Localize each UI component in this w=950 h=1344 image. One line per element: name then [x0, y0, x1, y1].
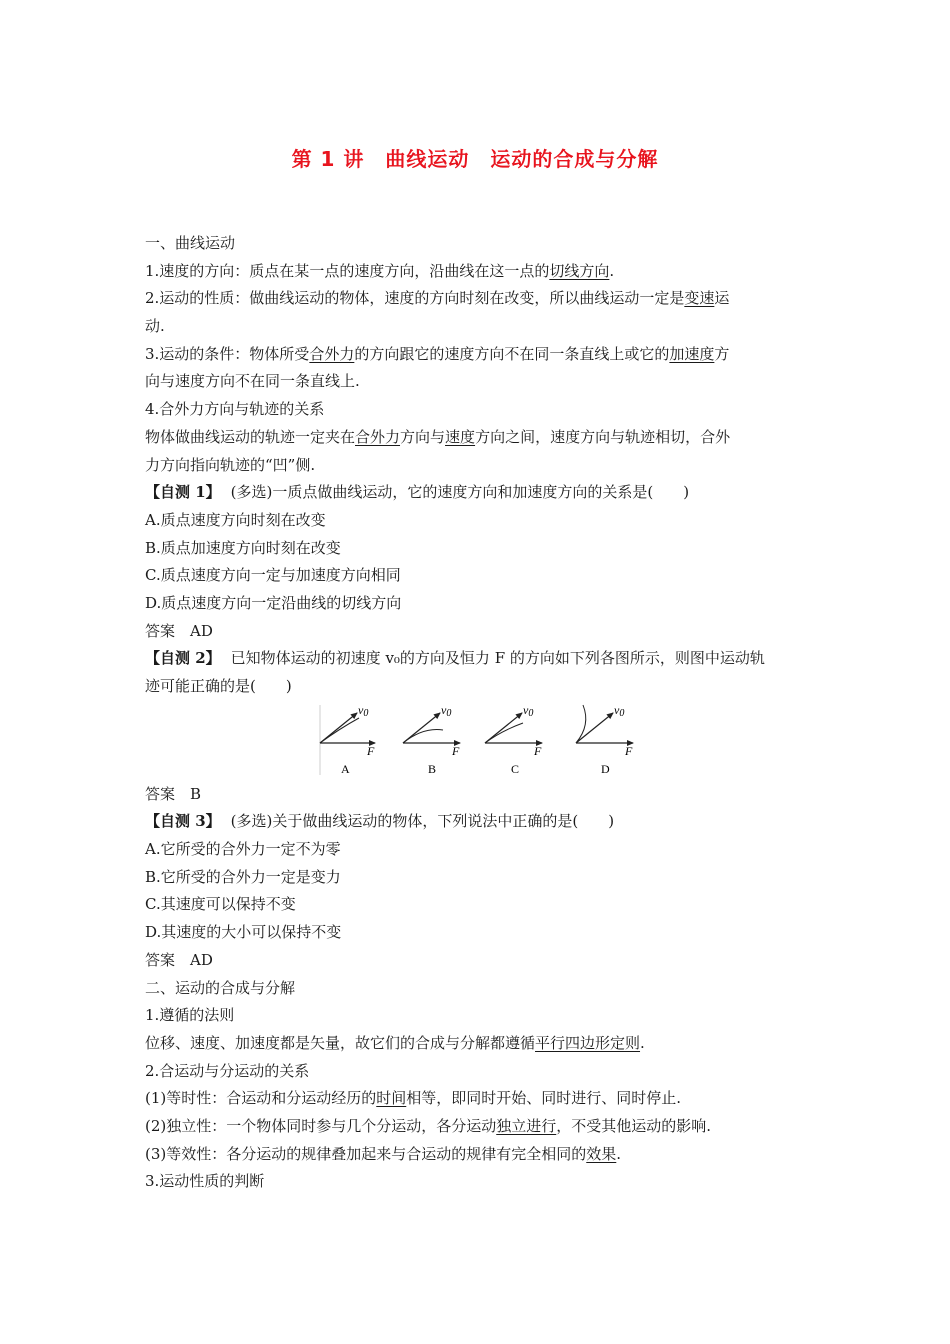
diagram-label: A: [341, 761, 350, 776]
velocity-arrow: [576, 713, 613, 743]
subsection-title: 1.遵循的法则: [145, 1006, 235, 1025]
page-title: 第 1 讲 曲线运动 运动的合成与分解: [291, 147, 659, 171]
paragraph: 位移、速度、加速度都是矢量，故它们的合成与分解都遵循平行四边形定则.: [145, 1033, 645, 1052]
quiz-option: C.其速度可以保持不变: [145, 895, 296, 914]
diagram-d: [576, 703, 633, 776]
paragraph-continued: 向与速度方向不在同一条直线上.: [145, 372, 360, 391]
quiz-answer: 答案 AD: [145, 621, 213, 640]
subsection-title: 3.运动性质的判断: [145, 1172, 265, 1191]
quiz-option: A.它所受的合外力一定不为零: [145, 840, 341, 859]
paragraph: (1)等时性：合运动和分运动经历的时间相等，即同时开始、同时进行、同时停止.: [145, 1089, 682, 1108]
underlined-term: 速度: [445, 427, 476, 446]
force-label: F: [625, 743, 633, 758]
velocity-label: v0: [358, 702, 369, 719]
quiz-question: 【自测 3】 (多选)关于做曲线运动的物体，下列说法中正确的是( ): [145, 812, 615, 831]
quiz-question: 【自测 1】 (多选)一质点做曲线运动，它的速度方向和加速度方向的关系是( ): [145, 483, 690, 502]
quiz-question: 【自测 2】 已知物体运动的初速度 v₀的方向及恒力 F 的方向如下列各图所示，则图中运动轨: [145, 649, 765, 668]
quiz-option: A.质点速度方向时刻在改变: [145, 510, 326, 529]
underlined-term: 合外力: [355, 427, 401, 446]
paragraph: 2.运动的性质：做曲线运动的物体，速度的方向时刻在改变，所以曲线运动一定是变速运: [145, 289, 730, 308]
velocity-label: v0: [441, 702, 452, 719]
underlined-term: 独立进行: [496, 1116, 557, 1135]
underlined-term: 平行四边形定则: [535, 1033, 641, 1052]
quiz-tag: 【自测 3】: [145, 812, 221, 831]
trajectory-curve: [485, 723, 523, 743]
quiz-option: D.其速度的大小可以保持不变: [145, 923, 342, 942]
force-label: F: [367, 743, 375, 758]
diagram-label: C: [511, 761, 520, 776]
underlined-term: 合外力: [309, 344, 355, 363]
quiz-question-continued: 迹可能正确的是( ): [145, 677, 292, 695]
diagram-a: [320, 703, 375, 776]
paragraph: 1.速度的方向：质点在某一点的速度方向，沿曲线在这一点的切线方向.: [145, 261, 615, 280]
diagram-label: D: [601, 761, 610, 776]
velocity-label: v0: [614, 702, 625, 719]
document-body: [145, 230, 810, 1196]
underlined-term: 加速度: [669, 344, 715, 363]
quiz-tag: 【自测 2】: [145, 649, 221, 668]
trajectory-curve: [320, 718, 359, 743]
force-label: F: [534, 743, 542, 758]
section-heading: 一、曲线运动: [145, 234, 236, 252]
diagram-label: B: [428, 761, 437, 776]
trajectory-figure: [145, 701, 810, 781]
paragraph: (3)等效性：各分运动的规律叠加起来与合运动的规律有完全相同的效果.: [145, 1144, 622, 1163]
quiz-option: B.它所受的合外力一定是变力: [145, 867, 341, 886]
diagram-c: [485, 703, 542, 776]
quiz-option: B.质点加速度方向时刻在改变: [145, 538, 341, 557]
paragraph: 3.运动的条件：物体所受合外力的方向跟它的速度方向不在同一条直线上或它的加速度方: [145, 344, 730, 363]
subsection-title: 2.合运动与分运动的关系: [145, 1061, 310, 1080]
quiz-answer: 答案 B: [145, 784, 202, 803]
quiz-answer: 答案 AD: [145, 950, 213, 969]
quiz-option: C.质点速度方向一定与加速度方向相同: [145, 566, 401, 585]
paragraph-continued: 动.: [145, 317, 165, 336]
velocity-label: v0: [523, 702, 534, 719]
paragraph-continued: 力方向指向轨迹的“凹”侧.: [145, 455, 316, 474]
subsection-title: 4.合外力方向与轨迹的关系: [145, 400, 325, 419]
quiz-tag: 【自测 1】: [145, 483, 221, 502]
quiz-option: D.质点速度方向一定沿曲线的切线方向: [145, 593, 402, 612]
section-heading: 二、运动的合成与分解: [145, 978, 296, 997]
force-label: F: [452, 743, 460, 758]
paragraph: 物体做曲线运动的轨迹一定夹在合外力方向与速度方向之间，速度方向与轨迹相切，合外: [145, 427, 731, 446]
diagram-b: [403, 703, 460, 776]
paragraph: (2)独立性：一个物体同时参与几个分运动，各分运动独立进行，不受其他运动的影响.: [145, 1116, 712, 1135]
underlined-term: 时间: [376, 1089, 407, 1108]
underlined-term: 切线方向: [549, 261, 610, 280]
trajectory-diagrams: [315, 703, 645, 779]
underlined-term: 效果: [586, 1144, 617, 1163]
trajectory-curve: [403, 729, 443, 742]
trajectory-curve: [576, 705, 586, 743]
underlined-term: 变速: [684, 289, 715, 308]
